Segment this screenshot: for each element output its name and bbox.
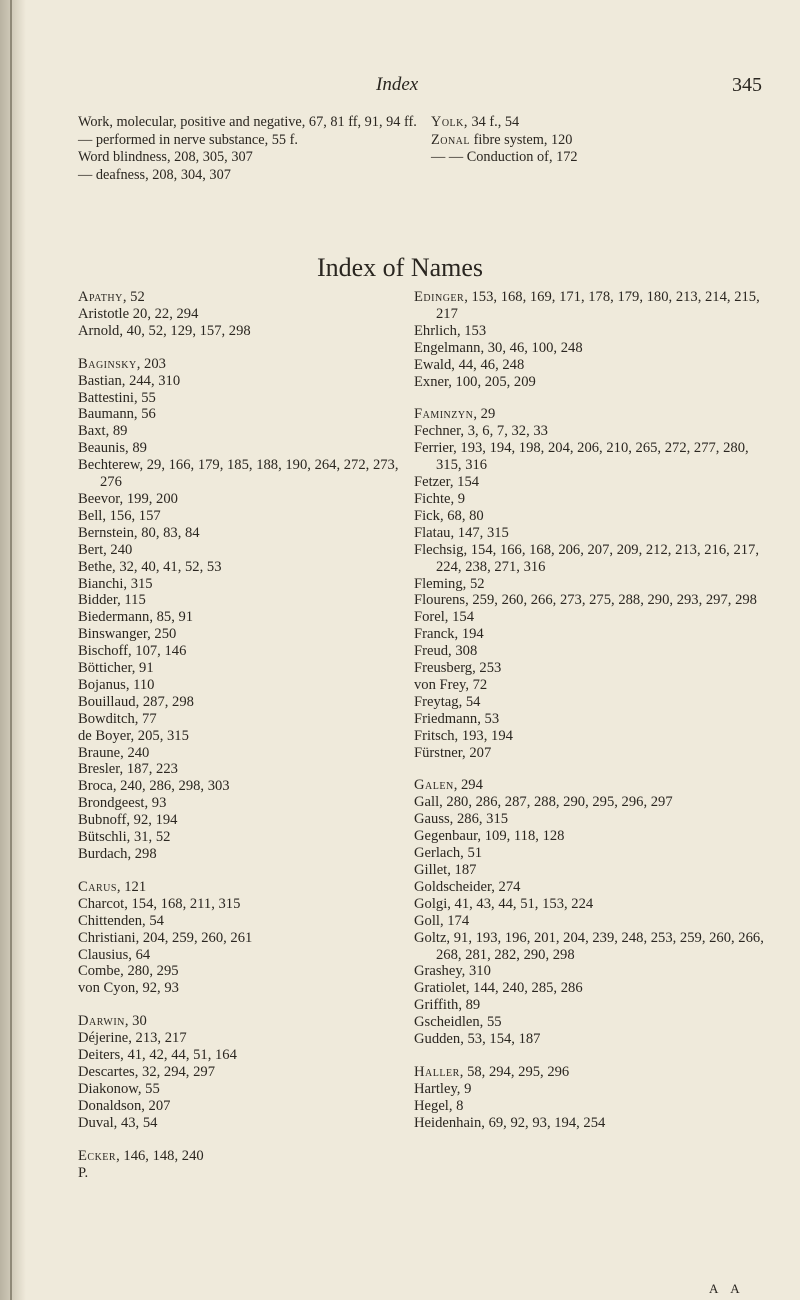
name-entry: Carus, 121 (78, 878, 147, 895)
name-entry: Clausius, 64 (78, 946, 151, 963)
name-entry: Fleming, 52 (414, 575, 485, 592)
name-entry: Haller, 58, 294, 295, 296 (414, 1063, 570, 1080)
name-entry: Friedmann, 53 (414, 710, 500, 727)
name-entry: Bischoff, 107, 146 (78, 643, 187, 660)
name-entry: Galen, 294 (414, 777, 483, 794)
name-entry: Engelmann, 30, 46, 100, 248 (414, 339, 583, 356)
subject-index-tail (78, 114, 768, 184)
name-entry: von Cyon, 92, 93 (78, 980, 179, 997)
name-entry: Baginsky, 203 (78, 355, 166, 372)
name-entry: Fechner, 3, 6, 7, 32, 33 (414, 423, 548, 440)
name-entry: P. (78, 1164, 89, 1181)
name-entry: Goldscheider, 274 (414, 878, 521, 895)
name-entry: Gall, 280, 286, 287, 288, 290, 295, 296, 297 (414, 794, 673, 811)
name-entry: Baumann, 56 (78, 406, 156, 423)
name-entry: Bütschli, 31, 52 (78, 829, 171, 846)
name-entry: Gillet, 187 (414, 862, 477, 878)
name-entry: Ecker, 146, 148, 240 (78, 1147, 204, 1164)
letter-group-gap (414, 390, 764, 406)
subject-index-left-column (78, 114, 431, 184)
subject-entry: — — Conduction of, 172 (431, 149, 578, 166)
name-entry: Fürstner, 207 (414, 744, 492, 761)
name-entry: Bechterew, 29, 166, 179, 185, 188, 190, 264, 272, 273, 276 (78, 457, 399, 491)
name-entry: Gerlach, 51 (414, 845, 483, 862)
name-entry: Déjerine, 213, 217 (78, 1030, 187, 1047)
name-entry: Ehrlich, 153 (414, 322, 487, 339)
name-entry: Hegel, 8 (414, 1097, 464, 1114)
name-entry: Darwin, 30 (78, 1013, 147, 1030)
name-entry: Diakonow, 55 (78, 1080, 160, 1097)
name-entry: Combe, 280, 295 (78, 963, 179, 980)
letter-group-gap (78, 1132, 414, 1148)
name-entry: Arnold, 40, 52, 129, 157, 298 (78, 322, 251, 339)
names-right-column (414, 289, 764, 1181)
name-entry: Burdach, 298 (78, 846, 157, 862)
name-entry: Baxt, 89 (78, 423, 128, 440)
name-entry: Bojanus, 110 (78, 676, 155, 693)
name-entry: Forel, 154 (414, 609, 474, 626)
name-entry: Flatau, 147, 315 (414, 524, 509, 541)
name-entry: Bresler, 187, 223 (78, 761, 178, 778)
name-entry: Gratiolet, 144, 240, 285, 286 (414, 980, 583, 997)
subject-entry: Yolk, 34 f., 54 (431, 114, 520, 130)
name-entry: Broca, 240, 286, 298, 303 (78, 778, 230, 795)
name-entry: Goll, 174 (414, 912, 470, 929)
signature-mark: A A (709, 1281, 745, 1296)
name-entry: Fritsch, 193, 194 (414, 727, 513, 744)
name-entry: Duval, 43, 54 (78, 1114, 158, 1131)
name-entry: Franck, 194 (414, 626, 484, 643)
letter-group-gap (414, 1048, 764, 1064)
name-entry: Golgi, 41, 43, 44, 51, 153, 224 (414, 895, 594, 912)
subject-entry: — performed in nerve substance, 55 f. (78, 131, 298, 148)
name-entry: Braune, 240 (78, 744, 150, 761)
name-entry: Grashey, 310 (414, 963, 491, 980)
name-entry: Bianchi, 315 (78, 575, 153, 592)
page-number: 345 (732, 74, 762, 96)
letter-group-gap (78, 863, 414, 879)
name-entry: Griffith, 89 (414, 997, 481, 1014)
names-left-column (78, 289, 414, 1181)
letter-group-gap (414, 761, 764, 777)
letter-group-gap (78, 997, 414, 1013)
name-entry: Fick, 68, 80 (414, 507, 484, 524)
name-entry: Bert, 240 (78, 541, 133, 558)
name-entry: Freytag, 54 (414, 693, 481, 710)
name-entry: Chittenden, 54 (78, 912, 164, 929)
name-entry: Deiters, 41, 42, 44, 51, 164 (78, 1047, 237, 1064)
subject-entry: Zonal fibre system, 120 (431, 131, 573, 148)
name-entry: Freusberg, 253 (414, 660, 502, 677)
section-title: Index of Names (316, 253, 484, 282)
name-entry: Bastian, 244, 310 (78, 372, 181, 389)
name-entry: Beevor, 199, 200 (78, 490, 178, 507)
name-entry: Ewald, 44, 46, 248 (414, 356, 525, 373)
name-entry: Biedermann, 85, 91 (78, 609, 194, 626)
name-entry: Goltz, 91, 193, 196, 201, 204, 239, 248, 253, 259, 260, 266, 268, 281, 282, 290, 298 (414, 929, 764, 963)
running-head-title: Index (376, 74, 419, 95)
name-entry: Gscheidlen, 55 (414, 1014, 502, 1031)
name-entry: Hartley, 9 (414, 1080, 472, 1097)
subject-entry: Work, molecular, positive and negative, 67, 81 ff, 91, 94 ff. (78, 114, 417, 130)
subject-entry: Word blindness, 208, 305, 307 (78, 149, 253, 166)
name-entry: Gauss, 286, 315 (414, 811, 509, 828)
name-entry: Bubnoff, 92, 194 (78, 812, 178, 829)
name-entry: Bernstein, 80, 83, 84 (78, 524, 200, 541)
name-entry: Gudden, 53, 154, 187 (414, 1031, 541, 1048)
name-entry: Flechsig, 154, 166, 168, 206, 207, 209, 212, 213, 216, 217, 224, 238, 271, 316 (414, 541, 759, 575)
name-entry: Binswanger, 250 (78, 626, 177, 643)
name-entry: Battestini, 55 (78, 389, 156, 406)
name-entry: Ferrier, 193, 194, 198, 204, 206, 210, 265, 272, 277, 280, 315, 316 (414, 440, 749, 474)
subject-index-right-column (431, 114, 761, 184)
name-entry: de Boyer, 205, 315 (78, 727, 189, 744)
letter-group-gap (78, 340, 414, 356)
name-entry: Charcot, 154, 168, 211, 315 (78, 895, 241, 912)
spine-edge (10, 0, 12, 1300)
name-entry: Bouillaud, 287, 298 (78, 693, 194, 710)
name-entry: Faminzyn, 29 (414, 406, 496, 423)
name-entry: Bell, 156, 157 (78, 507, 161, 524)
name-entry: Donaldson, 207 (78, 1097, 171, 1114)
name-entry: Bowditch, 77 (78, 710, 157, 727)
running-head (0, 74, 800, 104)
name-entry: Gegenbaur, 109, 118, 128 (414, 828, 565, 845)
name-entry: Aristotle 20, 22, 294 (78, 305, 199, 322)
name-entry: Fetzer, 154 (414, 474, 480, 491)
name-entry: Apathy, 52 (78, 289, 145, 305)
name-entry: Descartes, 32, 294, 297 (78, 1063, 215, 1080)
names-index (78, 289, 768, 1181)
book-spine-shadow (0, 0, 26, 1300)
name-entry: Edinger, 153, 168, 169, 171, 178, 179, 180, 213, 214, 215, 217 (414, 289, 760, 322)
subject-entry: — deafness, 208, 304, 307 (78, 166, 231, 183)
name-entry: Bidder, 115 (78, 592, 146, 609)
name-entry: Christiani, 204, 259, 260, 261 (78, 929, 253, 946)
name-entry: Heidenhain, 69, 92, 93, 194, 254 (414, 1114, 606, 1131)
name-entry: Beaunis, 89 (78, 440, 147, 457)
name-entry: Fichte, 9 (414, 490, 466, 507)
name-entry: Brondgeest, 93 (78, 795, 167, 812)
name-entry: Freud, 308 (414, 643, 478, 660)
name-entry: Bethe, 32, 40, 41, 52, 53 (78, 558, 222, 575)
name-entry: Flourens, 259, 260, 266, 273, 275, 288, 290, 293, 297, 298 (414, 592, 757, 609)
name-entry: von Frey, 72 (414, 676, 488, 693)
name-entry: Exner, 100, 205, 209 (414, 373, 536, 390)
name-entry: Bötticher, 91 (78, 660, 154, 677)
